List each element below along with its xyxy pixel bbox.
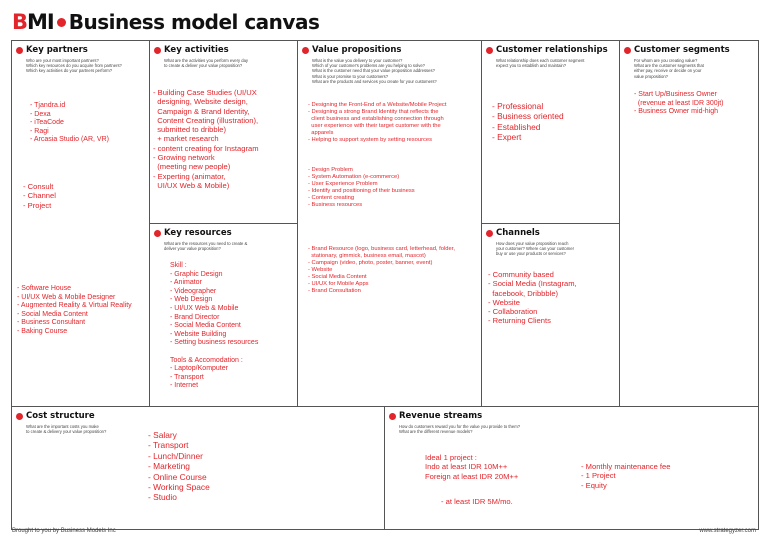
section-description: What relationship does each customer segment expect you to establish and maintain?: [496, 58, 585, 69]
business-model-canvas: [11, 40, 759, 530]
section-description: What are the activities you perform every day to create & deliver your value proposition?: [164, 58, 249, 69]
section-description: What are the resources you need to create & deliver your value proposition?: [164, 241, 248, 252]
value-services: - Designing the Front-End of a Website/Mobile Project - Designing a strong Brand Identity that reflects the client business and establishing connection through user experience with their target customer with the apparels - Helping to support system by setting resources: [308, 102, 447, 143]
bmi-logo: BMI: [12, 10, 54, 34]
red-dot-icon: [302, 47, 309, 54]
section-title: Value propositions: [312, 45, 402, 55]
partnership-types: - Consult - Channel - Project: [23, 182, 56, 210]
channels-section: [482, 224, 620, 407]
red-dot-icon: [389, 413, 396, 420]
costs-list: - Salary - Transport - Lunch/Dinner - Marketing - Online Course - Working Space - Studio: [148, 430, 210, 503]
section-title: Channels: [496, 228, 540, 238]
partners-list: - Tjandra.id - Dexa - iTeaCode - Ragi - Arcasia Studio (AR, VR): [30, 102, 109, 144]
ideal-project-revenue: Ideal 1 project : Indo at least IDR 10M++ Foreign at least IDR 20M++: [425, 453, 519, 481]
red-dot-icon: [154, 230, 161, 237]
header: [12, 8, 319, 36]
red-dot-icon: [154, 47, 161, 54]
section-title: Revenue streams: [399, 411, 483, 421]
section-description: What are the important costs you make to create & delivery your value proposition?: [26, 424, 107, 435]
red-dot-icon: [624, 47, 631, 54]
resources-list: Skill : - Graphic Design - Animator - Videographer - Web Design - UI/UX Web & Mobile - Brand Director - Social Media Content - Website Building - Setting business resources Tools & Accomodation : - Laptop/Komputer - Transport - Internet: [170, 262, 259, 390]
red-dot-icon: [16, 413, 23, 420]
key-partners-section: [12, 41, 150, 407]
problems-solved: - Design Problem - System Automation (e-commerce) - User Experience Problem - Identify and positioning of their business - Content creating - Business resources: [308, 167, 415, 208]
section-description: For whom are you creating value? What are the customer segments that either pay, receive or decide on your value proposition?: [634, 58, 704, 79]
title-dot-icon: [57, 18, 66, 27]
section-description: What is the value you delivery to your customer? Which of your customer's problems are you helping to solve? What is the customer need that your value proposition addresses? What is your promise to your customers? What are the products and services you create for your customers?: [312, 58, 437, 84]
customer-segments-section: [620, 41, 758, 407]
relationships-list: - Professional - Business oriented - Established - Expert: [492, 101, 564, 143]
channels-list: - Community based - Social Media (Instagram, facebook, Dribbble) - Website - Collaboration - Returning Clients: [488, 270, 577, 326]
section-description: How do customers reward you for the value you provide to them? What are the different revenue models?: [399, 424, 521, 435]
section-description: How does your value proposition reach your customer? Where can your customer buy or use your products or services?: [496, 241, 574, 257]
activities-list: - Building Case Studies (UI/UX designing, Website design, Campaign & Brand Identity, Content Creating (illustration), submitted to dribble) + market research - content creating for Instagram - Growing network (meeting new people) - Experting (animator, UI/UX Web & Mobile): [153, 88, 259, 190]
section-title: Customer segments: [634, 45, 730, 55]
cost-structure-section: [12, 407, 385, 529]
key-resources-section: [150, 224, 298, 407]
section-title: Key resources: [164, 228, 232, 238]
monthly-revenue: - at least IDR 5M/mo.: [441, 497, 513, 506]
partner-categories: - Software House - UI/UX Web & Mobile Designer - Augmented Reality & Virtual Reality - Social Media Content - Business Consultant - Baking Course: [17, 285, 132, 335]
page-title: Business model canvas: [68, 10, 320, 34]
section-description: Who are your most important partners? Which key resources do you acquire from partners? Which key activities do your partners perform?: [26, 58, 122, 74]
value-propositions-section: [298, 41, 482, 407]
section-title: Cost structure: [26, 411, 95, 421]
red-dot-icon: [486, 47, 493, 54]
red-dot-icon: [486, 230, 493, 237]
footer-website: www.strategyzer.com: [699, 528, 756, 534]
products-list: - Brand Resource (logo, business card, letterhead, folder, stationary, gimmick, business email, mascot) - Campaign (video, photo, poster, banner, event) - Website - Social Media Content - UI/UX for Mobile Apps - Brand Consultation: [308, 246, 455, 294]
section-title: Key activities: [164, 45, 229, 55]
section-title: Customer relationships: [496, 45, 608, 55]
revenue-models: - Monthly maintenance fee - 1 Project - Equity: [581, 462, 671, 490]
red-dot-icon: [16, 47, 23, 54]
key-activities-section: [150, 41, 298, 224]
segments-list: - Start Up/Business Owner (revenue at least IDR 300jt) - Business Owner mid-high: [634, 91, 724, 116]
revenue-streams-section: [385, 407, 758, 529]
customer-relationships-section: [482, 41, 620, 224]
footer-credit: Brought to you by Business Models Inc: [12, 528, 116, 534]
section-title: Key partners: [26, 45, 88, 55]
